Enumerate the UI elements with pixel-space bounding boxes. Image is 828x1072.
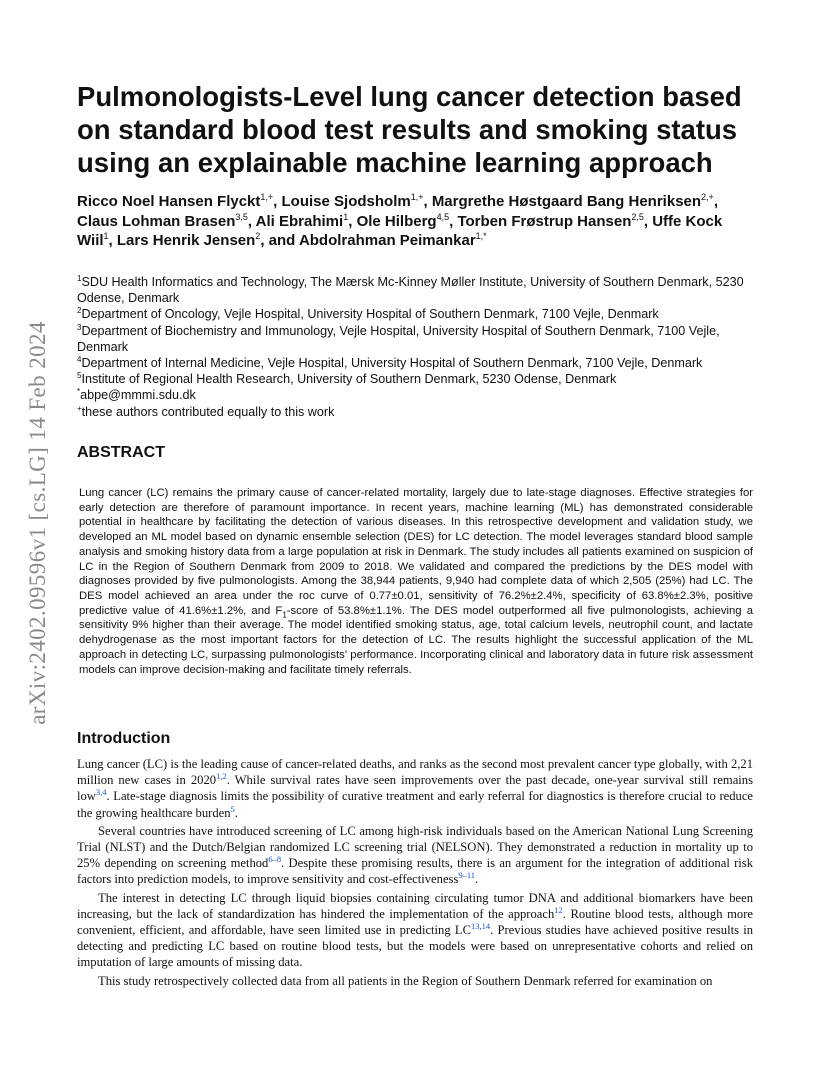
abstract-part-1: Lung cancer (LC) remains the primary cause of cancer-related mortality, largely due to late-stage diagnoses. Effective strategies for early detection are therefore of paramount importance. In recent years, machine learning (ML) has demonstrated considerable potential in healthcare by facilitating the detection of various diseases. In this retrospective development and validation study, we developed an ML model based on dynamic ensemble selection (DES) for LC detection. The model leverages standard blood sample analysis and smoking history data from a large population at risk in Denmark. The study includes all patients examined on suspicion of LC in the Region of Southern Denmark from 2009 to 2018. We validated and compared the predictions by the DES model with diagnoses provided by five pulmonologists. Among the 38,944 patients, 9,940 had complete data of which 2,505 (25%) had LC. The DES model achieved an area under the roc curve of 0.77±0.01, sensitivity of 76.2%±2.4%, specificity of 63.8%±2.3%, positive predictive value of 41.6%±1.2%, and F	[79, 487, 753, 617]
intro-text: . Routine blood tests, although more convenient, efficient, and affordable, have seen limited use in predicting LC	[77, 906, 753, 938]
intro-paragraph	[77, 890, 753, 971]
intro-text: The interest in detecting LC through liquid biopsies containing circulating tumor DNA and additional biomarkers have been increasing, but the lack of standardization has hindered the implementation of the approach	[77, 890, 753, 921]
author-separator: ,	[348, 212, 357, 230]
intro-text: . Previous studies have achieved positive results in detecting and predicting LC based on routine blood tests, but the models were based on unrepresentative cohorts and relied on imputation of large amounts of missing data.	[77, 923, 754, 970]
abstract-text	[79, 486, 753, 677]
author-name: Ole Hilberg	[356, 212, 437, 230]
intro-text: This study retrospectively collected data from all patients in the Region of Southern Denmark referred for examination on	[98, 973, 713, 988]
affiliation-text: Department of Biochemistry and Immunology, Vejle Hospital, University Hospital of Southern Denmark, 7100 Vejle, Denmark	[77, 323, 720, 354]
citation-link[interactable]: 6–8	[268, 854, 282, 865]
intro-text: . Late-stage diagnosis limits the possibility of curative treatment and early referral for diagnostics is therefore crucial to reduce the growing healthcare burden	[77, 789, 753, 820]
affiliation-text: Department of Oncology, Vejle Hospital, University Hospital of Southern Denmark, 7100 Vejle, Denmark	[81, 307, 659, 322]
affiliation-item	[77, 387, 759, 403]
author-separator: ,	[423, 193, 432, 210]
author-affiliation-marks: 2,+	[701, 192, 714, 202]
intro-paragraph	[77, 973, 753, 989]
intro-paragraph	[77, 756, 753, 821]
affiliation-item	[77, 404, 759, 420]
citation-link[interactable]: 5	[230, 803, 235, 814]
affiliation-text: these authors contributed equally to this work	[81, 404, 335, 419]
affiliation-mark: *	[77, 387, 81, 397]
author-name: Lars Henrik Jensen	[116, 232, 256, 249]
author-separator: ,	[247, 212, 256, 230]
citation-link[interactable]: 9–11	[458, 870, 476, 881]
affiliation-text: Institute of Regional Health Research, University of Southern Denmark, 5230 Odense, Denmark	[81, 372, 617, 387]
author-separator: ,	[108, 232, 117, 249]
abstract-subscript: 1	[282, 610, 287, 619]
affiliation-mark: 5	[77, 371, 82, 381]
citation-link[interactable]: 12	[554, 904, 563, 915]
author-name: Margrethe Høstgaard Bang Henriksen	[431, 193, 702, 210]
author-separator: ,	[713, 193, 718, 210]
paper-title: Pulmonologists-Level lung cancer detection based on standard blood test results and smoking status using an explainable machine learning approach	[77, 81, 742, 178]
affiliation-item	[77, 274, 759, 306]
arxiv-side-stamp	[14, 288, 62, 758]
author-name: Claus Lohman Brasen	[77, 212, 236, 230]
author-separator: ,	[449, 212, 458, 230]
author-affiliation-marks: 2,5	[631, 211, 644, 222]
affiliation-text: abpe@mmmi.sdu.dk	[80, 388, 196, 403]
author-affiliation-marks: 3,5	[235, 211, 248, 222]
abstract-part-2: -score of 53.8%±1.1%. The DES model outperformed all five pulmonologists, achieving a sensitivity 9% higher than their average. The model identified smoking status, age, total calcium levels, neutrophil count, and lactate dehydrogenase as the most important factors for the detection of LC. The results highlight the successful application of the ML approach in detecting LC, surpassing pulmonologists' performance. Incorporating clinical and laboratory data in future risk assessment models can improve decision-making and facilitate timely referrals.	[79, 604, 753, 676]
introduction-heading: Introduction	[77, 730, 171, 747]
affiliation-mark: 2	[77, 306, 82, 316]
author-affiliation-marks: 1	[103, 231, 109, 241]
intro-text: .	[234, 805, 238, 820]
author-name: Torben Frøstrup Hansen	[457, 212, 632, 230]
author-affiliation-marks: 4,5	[436, 211, 450, 222]
affiliation-text: SDU Health Informatics and Technology, The Mærsk Mc-Kinney Møller Institute, University of Southern Denmark, 5230 Odense, Denmark	[77, 275, 744, 306]
citation-link[interactable]: 1,2	[216, 771, 227, 782]
author-affiliation-marks: 1,+	[260, 192, 274, 202]
affiliation-mark: +	[77, 403, 82, 413]
author-name: Louise Sjodsholm	[281, 193, 411, 210]
intro-text: . Despite these promising results, there is an argument for the integration of additional risk factors into prediction models, to improve sensitivity and cost-effectiveness	[77, 856, 753, 887]
author-separator: , and	[260, 232, 299, 249]
affiliation-text: Department of Internal Medicine, Vejle Hospital, University Hospital of Southern Denmark, 7100 Vejle, Denmark	[81, 356, 703, 371]
author-name: Uffe Kock Wiil	[77, 212, 723, 249]
author-name: Ali Ebrahimi	[255, 212, 344, 230]
citation-link[interactable]: 3,4	[95, 787, 107, 798]
author-name: Abdolrahman Peimankar	[298, 232, 476, 249]
author-name: Ricco Noel Hansen Flyckt	[77, 193, 261, 210]
intro-text: . While survival rates have seen improvements over the past decade, one-year survival still remains low	[77, 773, 753, 804]
affiliation-item	[77, 355, 759, 371]
affiliation-mark: 4	[77, 354, 82, 364]
citation-link[interactable]: 13,14	[470, 920, 491, 931]
arxiv-identifier: arXiv:2402.09596v1 [cs.LG] 14 Feb 2024	[25, 321, 51, 725]
author-separator: ,	[273, 193, 282, 210]
affiliation-item	[77, 306, 759, 322]
affiliation-item	[77, 371, 759, 387]
intro-text: Lung cancer (LC) is the leading cause of cancer-related deaths, and ranks as the second most prevalent cancer type globally, with 2,21 million new cases in 2020	[77, 757, 753, 788]
affiliation-mark: 3	[77, 322, 82, 332]
author-affiliation-marks: 2	[255, 231, 261, 241]
author-separator: ,	[643, 212, 653, 230]
introduction-body	[77, 756, 753, 991]
intro-text: .	[475, 872, 479, 887]
author-affiliation-marks: 1	[343, 211, 349, 222]
affiliation-item	[77, 323, 759, 355]
author-affiliation-marks: 1,*	[475, 231, 487, 241]
intro-text: Several countries have introduced screening of LC among high-risk individuals based on the American National Lung Screening Trial (NLST) and the Dutch/Belgian randomized LC screening trial (NELSON). They demonstrated a reduction in mortality up to 25% depending on screening method	[77, 823, 753, 871]
author-list	[77, 192, 757, 251]
intro-paragraph	[77, 823, 753, 888]
affiliation-mark: 1	[77, 273, 82, 283]
affiliation-list	[77, 274, 759, 420]
author-affiliation-marks: 1,+	[410, 192, 424, 202]
abstract-heading: ABSTRACT	[77, 444, 165, 461]
